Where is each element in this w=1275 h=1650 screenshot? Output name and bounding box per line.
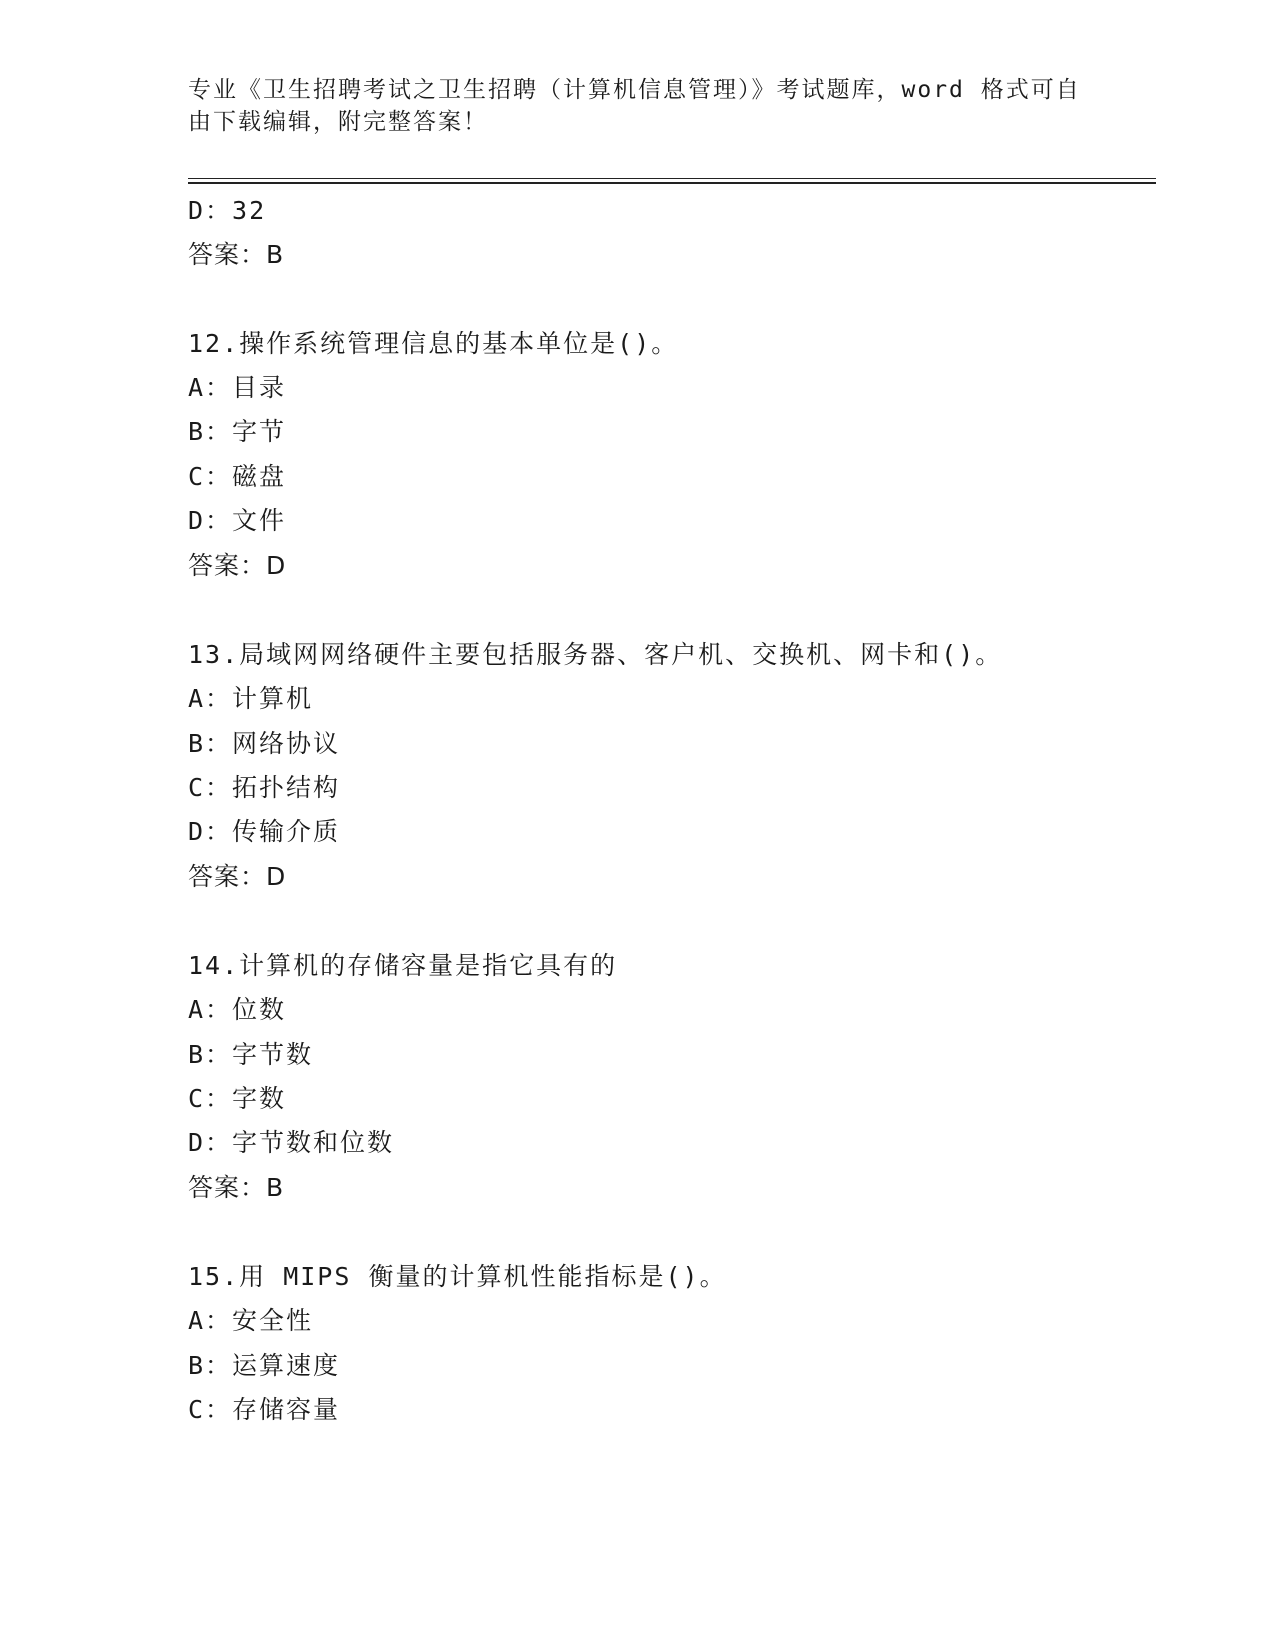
q14-option-d: D：字节数和位数 [188, 1128, 395, 1157]
q12-question: 12.操作系统管理信息的基本单位是()。 [188, 329, 679, 358]
q15-question: 15.用 MIPS 衡量的计算机性能指标是()。 [188, 1262, 727, 1291]
q13-answer: 答案：D [188, 862, 287, 891]
header-line-2: 由下载编辑，附完整答案！ [188, 109, 488, 135]
q14-question: 14.计算机的存储容量是指它具有的 [188, 951, 618, 980]
q15-option-c: C：存储容量 [188, 1395, 341, 1424]
q14-option-c: C：字数 [188, 1084, 287, 1113]
q14-option-a: A：位数 [188, 995, 287, 1024]
q12-option-c: C：磁盘 [188, 462, 287, 491]
q12-option-b: B：字节 [188, 417, 287, 446]
header-divider-thick [188, 182, 1156, 184]
header-line-1: 专业《卫生招聘考试之卫生招聘（计算机信息管理）》考试题库，word 格式可自 [188, 77, 1081, 103]
document-header [188, 74, 1088, 138]
header-divider-thin [188, 178, 1156, 179]
q14-option-b: B：字节数 [188, 1040, 314, 1069]
prev-option-d: D：32 [188, 196, 267, 225]
q13-option-b: B：网络协议 [188, 729, 341, 758]
q14-answer: 答案：B [188, 1173, 285, 1202]
q13-option-d: D：传输介质 [188, 817, 341, 846]
q12-answer: 答案：D [188, 551, 287, 580]
q15-option-b: B：运算速度 [188, 1351, 341, 1380]
q15-option-a: A：安全性 [188, 1306, 314, 1335]
q13-question: 13.局域网网络硬件主要包括服务器、客户机、交换机、网卡和()。 [188, 640, 1003, 669]
q12-option-a: A：目录 [188, 373, 287, 402]
q13-option-a: A：计算机 [188, 684, 314, 713]
prev-answer: 答案：B [188, 240, 285, 269]
q13-option-c: C：拓扑结构 [188, 773, 341, 802]
q12-option-d: D：文件 [188, 506, 287, 535]
